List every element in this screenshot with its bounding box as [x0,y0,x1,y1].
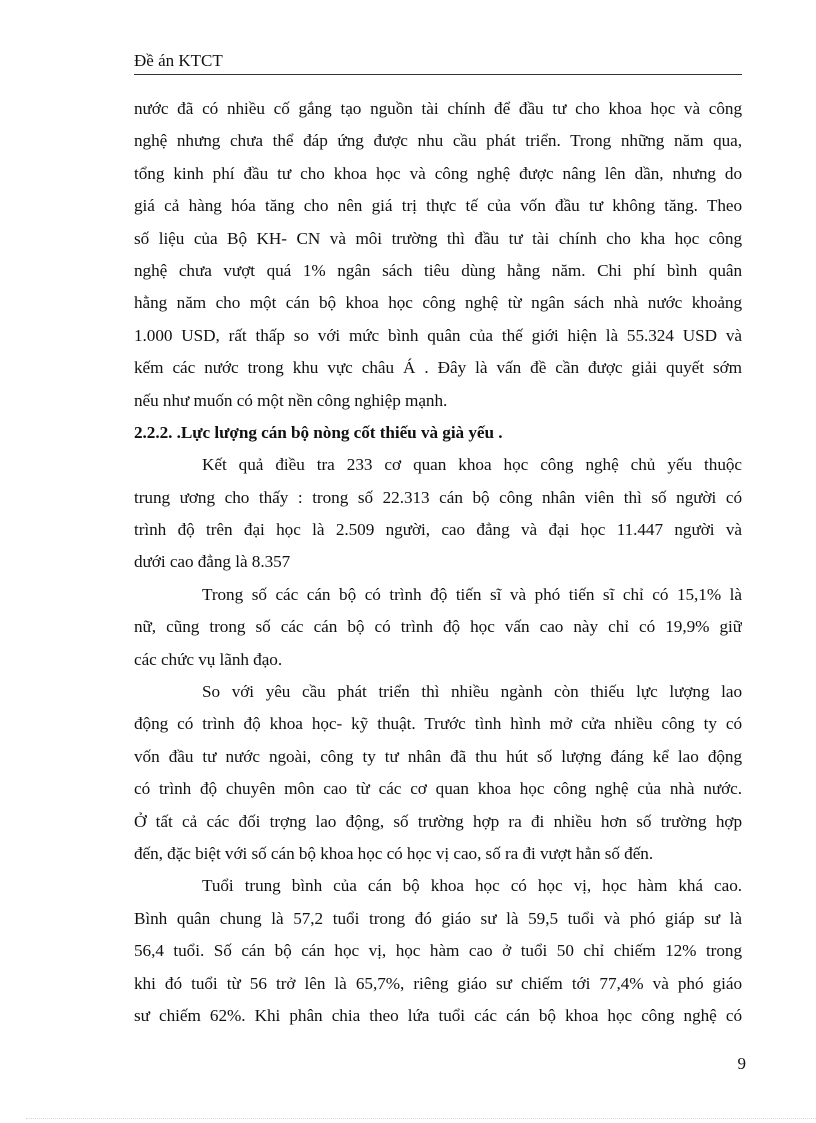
page-number: 9 [737,1054,746,1073]
text-line: khi đó tuổi từ 56 trở lên là 65,7%, riêng giáo sư chiếm tới 77,4% và phó giáo [134,973,742,993]
text-line: đến, đặc biệt với số cán bộ khoa học có học vị cao, số ra đi vượt hẳn số đến. [134,843,654,863]
text-line: nghệ nhưng chưa thể đáp ứng được nhu cầu phát triển. Trong những năm qua, [134,131,742,151]
text-line: So với yêu cầu phát triển thì nhiều ngành còn thiếu lực lượng lao [202,682,742,702]
page-header [134,50,742,75]
text-line: nước đã có nhiều cố gắng tạo nguồn tài chính để đầu tư cho khoa học và công [134,99,742,118]
text-line: trung ương cho thấy : trong số 22.313 cán bộ công nhân viên thì số người có [134,487,742,507]
text-line: sư chiếm 62%. Khi phân chia theo lứa tuổi các cán bộ khoa học công nghệ có [134,1005,742,1025]
text-line: số liệu của Bộ KH- CN và môi trường thì đầu tư tài chính cho kha học công [134,228,742,248]
text-line: Bình quân chung là 57,2 tuổi trong đó giáo sư là 59,5 tuổi và phó giáp sư là [134,908,742,928]
text-line: động có trình độ khoa học- kỹ thuật. Trước tình hình mở cửa nhiều công ty có [134,714,742,734]
document-body [134,93,742,1032]
text-line: nghệ chưa vượt quá 1% ngân sách tiêu dùng hằng năm. Chi phí bình quân [134,260,742,280]
text-line: Kết quả điều tra 233 cơ quan khoa học công nghệ chủ yếu thuộc [202,455,742,475]
text-line: kếm các nước trong khu vực châu Á . Đây là vấn đề cần được giải quyết sớm [134,358,742,378]
text-line: Tuổi trung bình của cán bộ khoa học có học vị, học hàm khá cao. [202,876,742,896]
document-title: Đề án KTCT [134,51,223,70]
text-line: trình độ trên đại học là 2.509 người, cao đẳng và đại học 11.447 người và [134,520,742,540]
text-line: các chức vụ lãnh đạo. [134,649,283,669]
text-line: giá cả hàng hóa tăng cho nên giá trị thực tế của vốn đầu tư không tăng. Theo [134,196,742,216]
section-heading: 2.2.2. .Lực lượng cán bộ nòng cốt thiếu và già yếu . [134,422,503,442]
text-line: nếu như muốn có một nền công nghiệp mạnh. [134,390,448,410]
text-line: nữ, cũng trong số các cán bộ có trình độ học vấn cao này chỉ có 19,9% giữ [134,617,742,637]
text-line: Trong số các cán bộ có trình độ tiến sĩ và phó tiến sĩ chỉ có 15,1% là [202,584,742,604]
text-line: 56,4 tuổi. Số cán bộ cán học vị, học hàm cao ở tuổi 50 chỉ chiếm 12% trong [134,941,742,961]
text-line: 1.000 USD, rất thấp so với mức bình quân của thế giới hiện là 55.324 USD và [134,325,742,345]
text-line: hằng năm cho một cán bộ khoa học công nghệ từ ngân sách nhà nước khoảng [134,293,742,313]
text-line: có trình độ chuyên môn cao từ các cơ quan khoa học công nghệ của nhà nước. [134,779,742,799]
text-line: vốn đầu tư nước ngoài, công ty tư nhân đã thu hút số lượng đáng kể lao động [134,746,742,766]
page-bottom-edge [26,1118,816,1119]
text-line: dưới cao đẳng là 8.357 [134,552,291,572]
text-line: Ở tất cả các đối trợng lao động, số trường hợp ra đi nhiều hơn số trường hợp [134,811,742,831]
text-line: tổng kinh phí đầu tư cho khoa học và công nghệ được nâng lên dần, nhưng do [134,163,742,183]
